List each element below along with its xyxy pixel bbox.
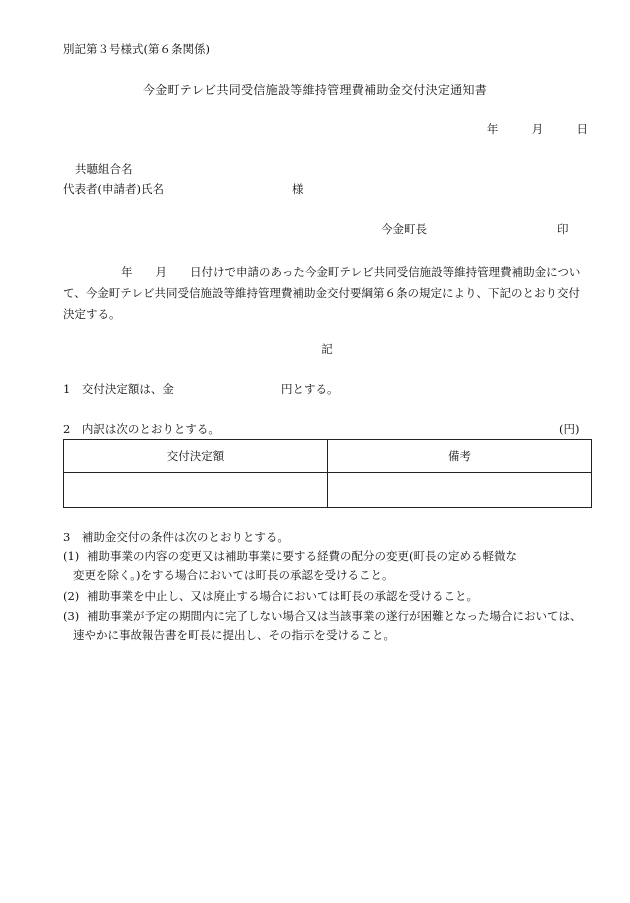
date-month-label: 月 (531, 122, 544, 136)
form-number: 別記第３号様式(第６条関係) (63, 42, 210, 56)
item1-yen-suffix: 円とする。 (281, 382, 339, 396)
cell-grant-amount (64, 473, 328, 508)
honorific: 様 (292, 182, 304, 196)
currency-unit: (円) (559, 422, 580, 436)
condition-text: 補助事業を中止し、又は廃止する場合においては町長の承認を受けること。 (87, 589, 478, 603)
body-paragraph (63, 262, 591, 325)
item3-conditions: 3 補助金交付の条件は次のとおりとする。 (63, 530, 289, 544)
condition-item (63, 547, 603, 585)
item2-breakdown: 2 内訳は次のとおりとする。 (63, 422, 220, 436)
condition-item (63, 587, 603, 606)
cell-remarks (328, 473, 592, 508)
breakdown-table (63, 439, 592, 508)
condition-text-continued: 変更を除く。)をする場合においては町長の承認を受けること。 (73, 568, 394, 582)
header-remarks: 備考 (328, 440, 592, 473)
condition-number: (3) (63, 609, 80, 623)
document-title: 今金町テレビ共同受信施設等維持管理費補助金交付決定通知書 (142, 83, 488, 97)
issuer-title: 今金町長 (381, 222, 427, 236)
condition-item (63, 607, 603, 645)
ki-heading: 記 (321, 342, 333, 356)
condition-text: 補助事業の内容の変更又は補助事業に要する経費の配分の変更(町長の定める軽微な (87, 549, 517, 563)
condition-number: (1) (63, 549, 80, 563)
condition-text: 補助事業が予定の期間内に完了しない場合又は当該事業の遂行が困難となった場合においては、 (87, 609, 582, 623)
table-header-row (64, 440, 592, 473)
seal-mark: 印 (557, 222, 569, 236)
condition-text-continued: 速やかに事故報告書を町長に提出し、その指示を受けること。 (73, 628, 395, 642)
representative-name-label: 代表者(申請者)氏名 (63, 182, 164, 196)
condition-number: (2) (63, 589, 80, 603)
date-year-label: 年 (486, 122, 499, 136)
date-day-label: 日 (576, 122, 588, 136)
table-row (64, 473, 592, 508)
date-line (487, 124, 588, 136)
body-line: 年 月 日付けで申請のあった今金町テレビ共同受信施設等維持管理費補助金につい (121, 265, 581, 279)
header-grant-amount: 交付決定額 (64, 440, 328, 473)
item1-grant-amount: 1 交付決定額は、金 (63, 382, 174, 396)
body-line: 決定する。 (63, 307, 121, 321)
body-line: て、今金町テレビ共同受信施設等維持管理費補助金交付要綱第６条の規定により、下記のとおり交付 (63, 286, 581, 300)
union-name-label: 共聴組合名 (75, 162, 133, 176)
